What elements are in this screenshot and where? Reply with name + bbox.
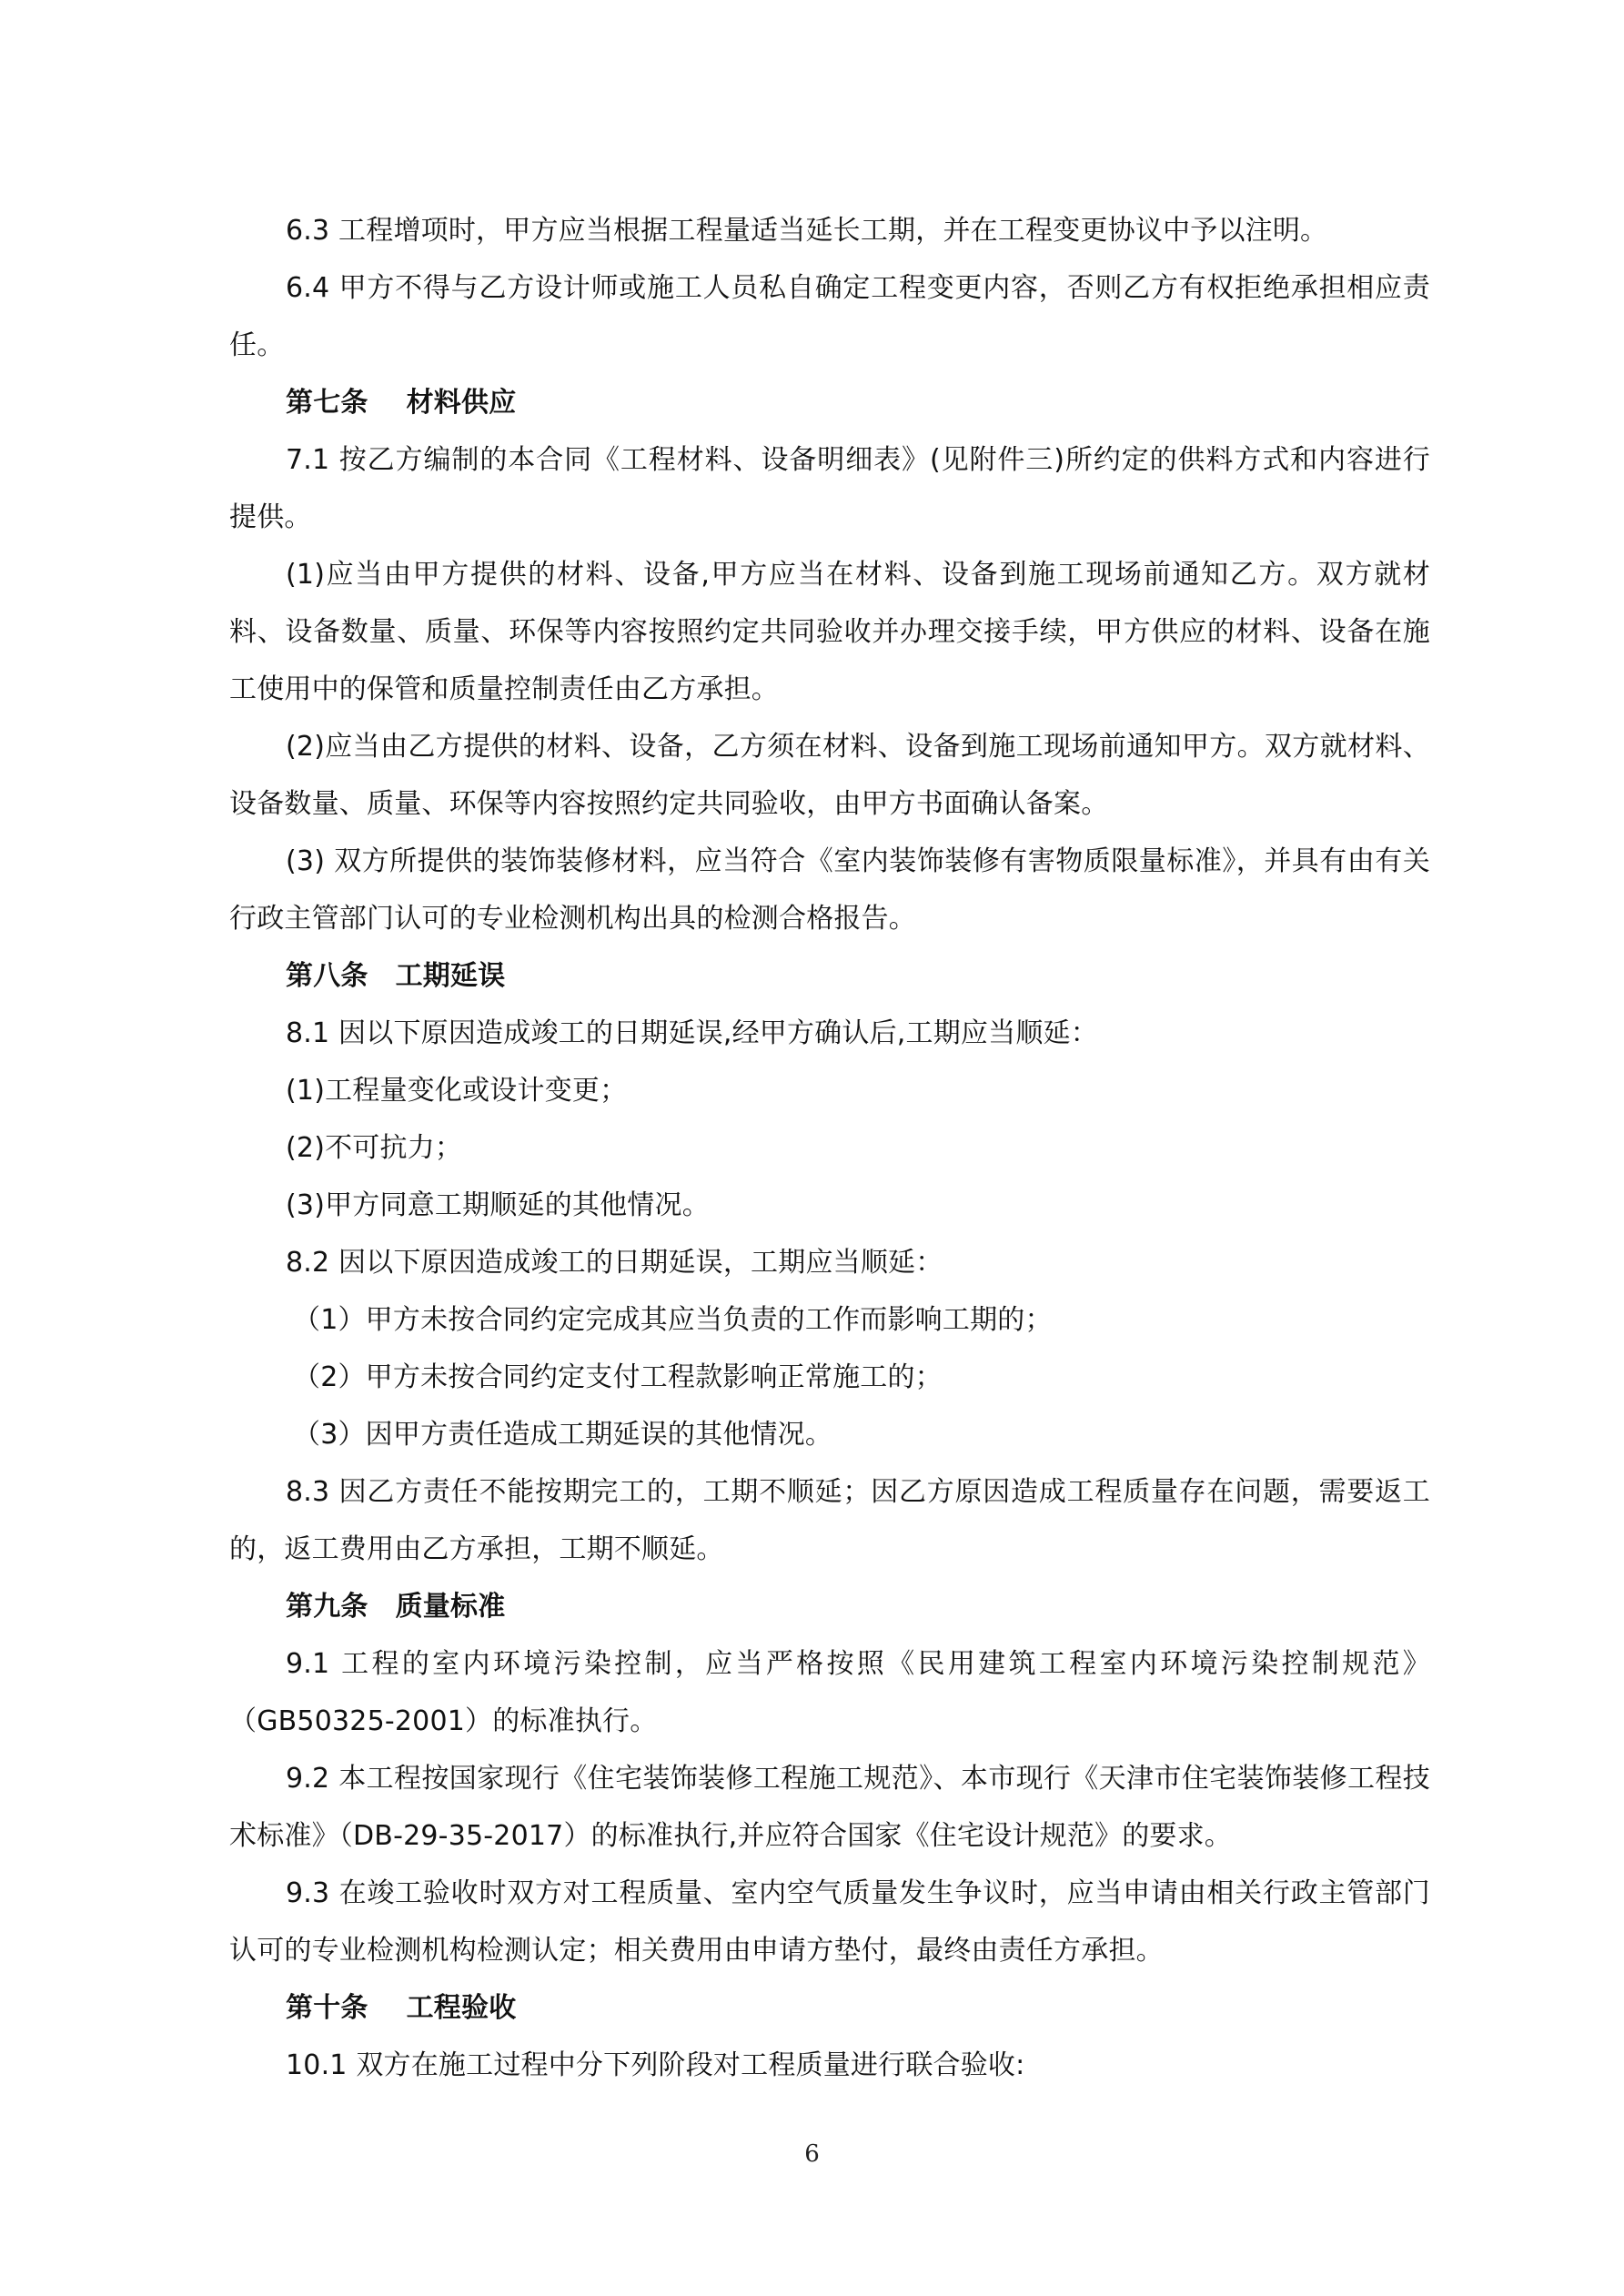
clause-7-1-item-3: (3) 双方所提供的装饰装修材料，应当符合《室内装饰装修有害物质限量标准》，并具有由有关行政主管部门认可的专业检测机构出具的检测合格报告。: [229, 845, 1430, 935]
clause-6-4: 6.4 甲方不得与乙方设计师或施工人员私自确定工程变更内容，否则乙方有权拒绝承担相应责任。: [229, 272, 1430, 361]
clause-8-1-item-1: (1)工程量变化或设计变更；: [286, 1075, 628, 1107]
clause-8-1-item-2: (2)不可抗力；: [286, 1132, 463, 1164]
clause-8-3: 8.3 因乙方责任不能按期完工的，工期不顺延；因乙方原因造成工程质量存在问题，需要返工的，返工费用由乙方承担，工期不顺延。: [229, 1476, 1430, 1565]
article-8-heading: [229, 947, 1430, 1005]
clause-8-2-item-3: （3）因甲方责任造成工期延误的其他情况。: [293, 1419, 833, 1451]
clause-7-1: 7.1 按乙方编制的本合同《工程材料、设备明细表》(见附件三)所约定的供料方式和内容进行提供。: [229, 444, 1430, 533]
article-title: 质量标准: [395, 1591, 506, 1623]
article-title: 材料供应: [406, 387, 517, 419]
article-title: 工期延误: [395, 960, 506, 992]
clause-8-2-item-1: （1）甲方未按合同约定完成其应当负责的工作而影响工期的；: [293, 1304, 1053, 1336]
article-title: 工程验收: [406, 1992, 517, 2024]
article-number: 第九条: [286, 1591, 368, 1623]
article-10-heading: [229, 1979, 1430, 2037]
article-number: 第十条: [286, 1992, 368, 2024]
article-number: 第七条: [286, 387, 368, 419]
clause-8-1-item-3: (3)甲方同意工期顺延的其他情况。: [286, 1189, 710, 1221]
clause-8-2: 8.2 因以下原因造成竣工的日期延误，工期应当顺延：: [286, 1247, 943, 1279]
document-page: [229, 202, 1430, 2094]
clause-8-1: 8.1 因以下原因造成竣工的日期延误,经甲方确认后,工期应当顺延：: [286, 1017, 1098, 1049]
article-9-heading: [229, 1578, 1430, 1635]
clause-7-1-item-2: (2)应当由乙方提供的材料、设备，乙方须在材料、设备到施工现场前通知甲方。双方就材料、设备数量、质量、环保等内容按照约定共同验收，由甲方书面确认备案。: [229, 731, 1430, 820]
article-number: 第八条: [286, 960, 368, 992]
clause-9-3: 9.3 在竣工验收时双方对工程质量、室内空气质量发生争议时，应当申请由相关行政主管部门认可的专业检测机构检测认定；相关费用由申请方垫付，最终由责任方承担。: [229, 1877, 1430, 1967]
clause-7-1-item-1: (1)应当由甲方提供的材料、设备,甲方应当在材料、设备到施工现场前通知乙方。双方就材料、设备数量、质量、环保等内容按照约定共同验收并办理交接手续，甲方供应的材料、设备在施工使用中的保管和质量控制责任由乙方承担。: [229, 559, 1430, 705]
clause-10-1: 10.1 双方在施工过程中分下列阶段对工程质量进行联合验收:: [286, 2049, 1025, 2081]
page-number: 6: [804, 2140, 820, 2168]
clause-9-2: 9.2 本工程按国家现行《住宅装饰装修工程施工规范》、本市现行《天津市住宅装饰装修工程技术标准》（DB-29-35-2017）的标准执行,并应符合国家《住宅设计规范》的要求。: [229, 1763, 1430, 1852]
clause-9-1: 9.1 工程的室内环境污染控制，应当严格按照《民用建筑工程室内环境污染控制规范》（GB50325-2001）的标准执行。: [229, 1648, 1430, 1737]
article-7-heading: [229, 374, 1430, 431]
clause-8-2-item-2: （2）甲方未按合同约定支付工程款影响正常施工的；: [293, 1361, 943, 1393]
clause-6-3: 6.3 工程增项时，甲方应当根据工程量适当延长工期，并在工程变更协议中予以注明。: [286, 215, 1328, 247]
